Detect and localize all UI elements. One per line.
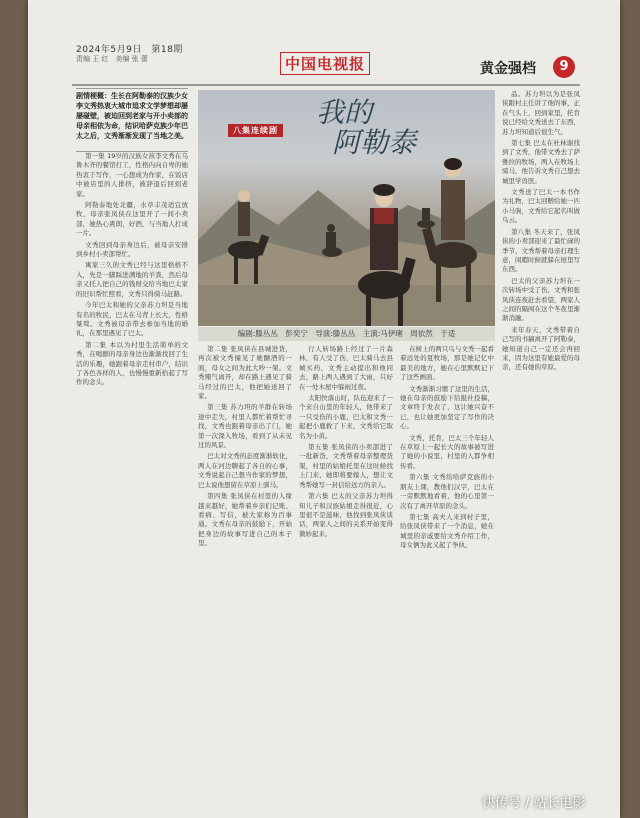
paragraph: 在树上的两只鸟与文秀一起看着远处的夏牧场，那是她记忆中最美的地方，她在心里默默记下了这些画面。 bbox=[400, 345, 494, 382]
paragraph: 第四集 张凤侠在村里的人缘越来越好，她帮着乡亲们记账、看病、写信，被大家称为百事通。文秀在母亲的鼓励下，开始把身边的故事写进自己的本子里。 bbox=[198, 492, 292, 548]
paragraph: 文秀渐渐习惯了这里的生活，她在母亲的鼓励下给报社投稿，文章终于发表了，这让她兴奋不已，也让她更加坚定了写作的决心。 bbox=[400, 384, 494, 431]
paragraph: 寓家三久的文秀已经与这里格格不入，先是一脚踩进满地的羊粪，然后母亲又托人把自己的钱财交给当地巴太家的旧识帮忙照看，文秀只得骑马赶路。 bbox=[76, 261, 188, 298]
source-watermark: 快传号 / 站长电影 bbox=[482, 796, 586, 811]
drama-still-photo bbox=[198, 90, 495, 326]
editors-line: 责编 王 红 美编 张 蕾 bbox=[76, 55, 148, 63]
article-column-4 bbox=[400, 345, 494, 812]
paragraph: 第一集 19岁的汉族女孩李文秀在乌鲁木齐的餐馆打工，性格内向自卑的她热衷于写作，一心想成为作家，在饭店中被店里的人排挤，被辞退后回到老家。 bbox=[76, 152, 188, 198]
paragraph: 行人转场路上经过了一片森林，有人受了伤，巴太骑马去县城买药，文秀主动提出和他同去，路上两人遇到了大雨，只好在一处木屋中躲雨过夜。 bbox=[299, 345, 393, 391]
paragraph: 来年春天，文秀带着自己写的书稿离开了阿勒泰，她知道自己一定还会再回来，因为这里有她最爱的母亲，还有她的草原。 bbox=[502, 325, 580, 372]
paragraph: 今年巴太和她的父亲苏力坦是当地有名的牧民，巴太在马背上长大，性格桀骜。文秀被母亲带去参加当地的婚礼，在那里遇见了巴太。 bbox=[76, 301, 188, 338]
drama-title bbox=[316, 98, 416, 158]
page-header bbox=[28, 34, 620, 84]
paragraph: 第七集 高夫人来到村子里，给张凤侠带来了一个消息，她在城里的亲戚要给文秀介绍工作，母女俩为此又起了争执。 bbox=[400, 512, 494, 550]
paragraph: 第七集 巴太在杜林谢找到了文秀，他带文秀去了萨雅拉的牧场，两人在牧场上骑马，他告诉文秀自己想去城里学兽医。 bbox=[502, 139, 580, 185]
paragraph: 太阳快落山时，队伍迎来了一个来自山里的年轻人，他带来了一只受伤的小鹿，巴太和文秀一起把小鹿救了下来，文秀给它取名为小黄。 bbox=[299, 394, 393, 440]
series-tag: 八集连续剧 bbox=[228, 124, 283, 137]
header-rule bbox=[72, 84, 580, 86]
newspaper-page bbox=[28, 0, 620, 818]
paragraph: 第二集 本以为村里生活简单的文秀，在喝醉的母亲身边也渐渐找回了生活的乐趣，她跟着母亲走村串户，结识了各色各样的人，也慢慢重新拾起了写作的念头。 bbox=[76, 340, 188, 387]
article-column-3 bbox=[299, 345, 393, 812]
article-column-5 bbox=[502, 90, 580, 812]
credits-bar: 编剧:滕丛丛 彭奕宁 导演:滕丛丛 主演:马伊琍 周依然 于适 bbox=[198, 327, 495, 341]
paragraph: 第五集 张凤侠的小卖部进了一批新货，文秀帮着母亲整理货架，村里的姑娘托里在这时候找上门来，她即将要嫁人，想让文秀帮她写一封信给远方的亲人。 bbox=[299, 443, 393, 489]
paragraph: 第六集 文秀给哈萨克族的小朋友上课，教他们汉字，巴太在一旁默默地看着，他的心里第一次有了离开草原的念头。 bbox=[400, 473, 494, 510]
article-column-1 bbox=[76, 152, 188, 812]
paragraph: 巴太的父亲苏力坦在一次转场中受了伤，文秀和张凤侠连夜赶去看望，两家人之间的隔阂在这个冬夜里渐渐消融。 bbox=[502, 276, 580, 323]
paragraph: 巴太对文秀的态度渐渐软化，两人在河边聊起了各自的心事，文秀说起自己想当作家的梦想，巴太说他想留在草原上驯马。 bbox=[198, 452, 292, 489]
article-column-2 bbox=[198, 345, 292, 812]
issue-date: 2024年5月9日 第18期 bbox=[76, 45, 183, 55]
paragraph: 阿勒泰地处北疆，水草丰茂适宜放牧，母亲张凤侠在这里开了一间小卖部，她热心爽朗、好酒，与当地人打成一片。 bbox=[76, 201, 188, 238]
page-number-badge: 9 bbox=[553, 56, 575, 78]
drama-title-line1: 我的 bbox=[316, 96, 373, 129]
paragraph: 文秀，托肯，巴太三个年轻人在草原上一起长大的故事被写进了她的小说里，村里的人都争相传看。 bbox=[400, 433, 494, 470]
newspaper-logo: 中国电视报 bbox=[280, 52, 370, 75]
paragraph: 文秀送了巴太一本书作为礼物，巴太回赠给她一匹小马驹，文秀给它起名叫做乌云。 bbox=[502, 188, 580, 225]
section-title: 黄金强档 bbox=[480, 61, 536, 77]
paragraph: 第八集 冬天来了，张凤侠的小卖部迎来了最忙碌的季节，文秀帮着母亲打理生意，闲暇时候就躲在屋里写东西。 bbox=[502, 227, 580, 274]
drama-title-line2: 阿勒泰 bbox=[332, 126, 417, 159]
synopsis-box: 剧情梗概：生长在阿勒泰的汉族少女李文秀热衷大城市追求文学梦想却屡屡碰壁，被迫回到老家与开小卖部的母亲相依为命，结识哈萨克族少年巴太之后，文秀渐渐发现了当地之美。 bbox=[76, 88, 188, 152]
paragraph: 第二集 张凤侠在县城进货，再次被文秀撞见了她酗酒的一面，母女之间为此大吵一架。文秀赌气离开，却在路上遇见了骑马经过的巴太，他把她送回了家。 bbox=[198, 345, 292, 401]
paragraph: 文秀回到母亲身边后，被母亲安排到乡村小卖部帮忙。 bbox=[76, 240, 188, 259]
paragraph: 第六集 巴太的父亲苏力坦得知儿子和汉族姑娘走得很近，心里很不是滋味，他找到张凤侠谈话，两家人之间的关系开始变得微妙起来。 bbox=[299, 492, 393, 538]
paragraph: 第三集 苏力坦的羊群在转场途中走失，村里人都忙着帮忙寻找，文秀也跟着母亲出了门，她第一次深入牧场，看到了从未见过的风景。 bbox=[198, 403, 292, 450]
paragraph: 品。苏力坦以为是张凤侠跟村主任讲了他的事，正在气头上，回到家里，托肯说已经给文秀送去了东西，苏力坦知道后很生气。 bbox=[502, 90, 580, 136]
